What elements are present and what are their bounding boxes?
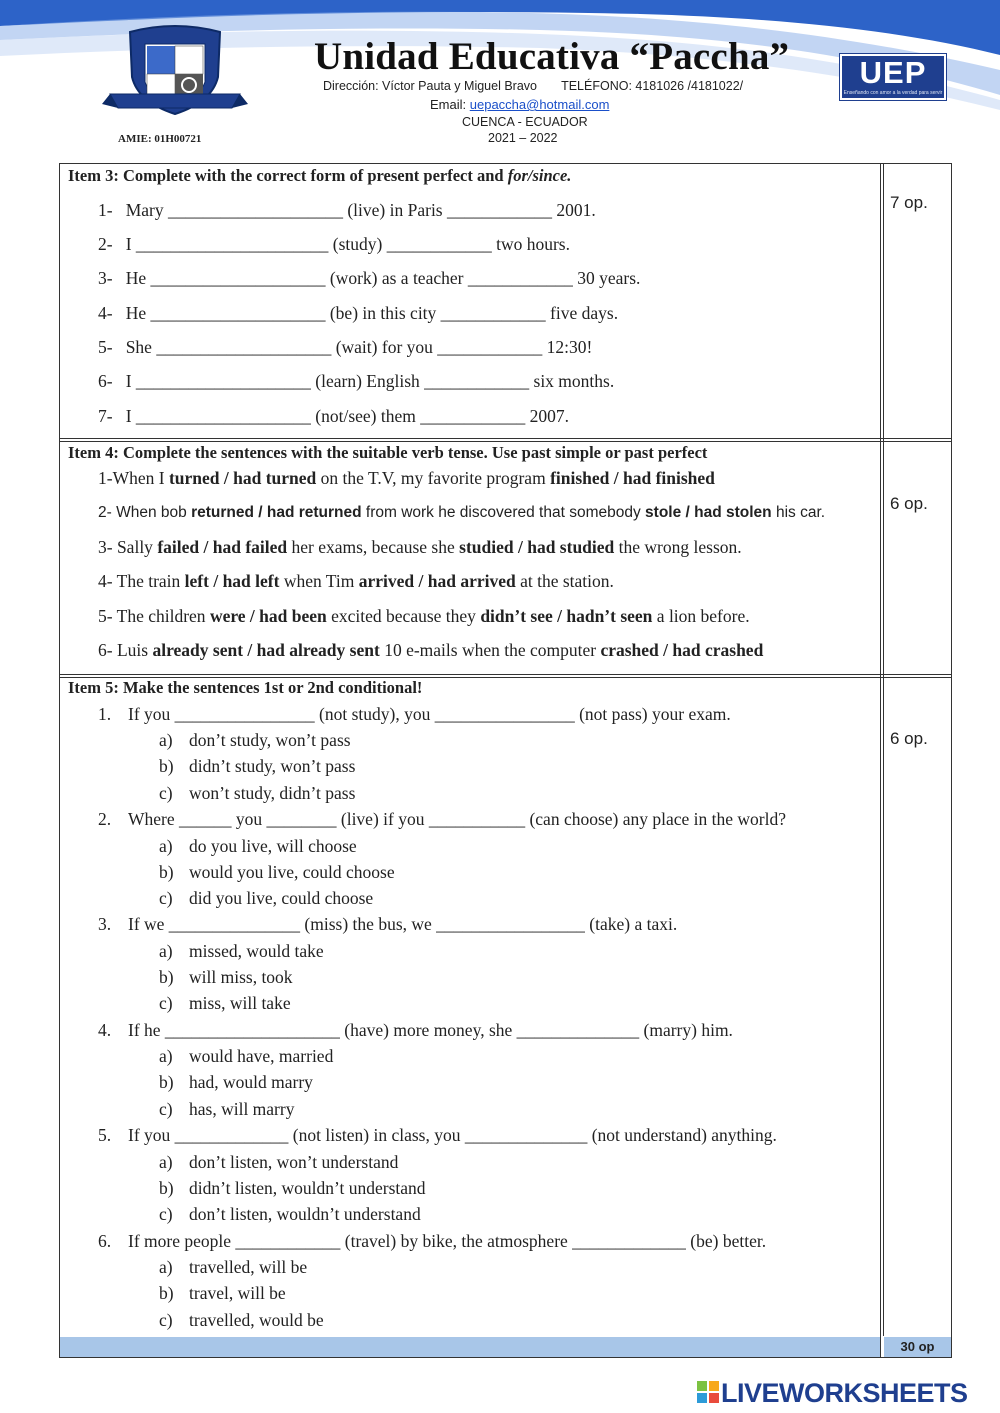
- option-text[interactable]: missed, would take: [189, 941, 324, 961]
- option-text[interactable]: travel, will be: [189, 1283, 286, 1303]
- item4-title: Item 4: Complete the sentences with the suitable verb tense. Use past simple or past perfect: [68, 443, 708, 462]
- item4-choice[interactable]: stole / had stolen: [645, 504, 772, 521]
- item4-text: 6- Luis: [98, 640, 153, 660]
- option-text[interactable]: travelled, would be: [189, 1310, 324, 1330]
- item3-title-italic: for/since.: [507, 166, 572, 185]
- item4-text: when Tim: [279, 571, 359, 591]
- question-text: If you _____________ (not listen) in class, you ______________ (not understand) anything.: [128, 1125, 777, 1145]
- item4-choice[interactable]: didn’t see / hadn’t seen: [480, 606, 653, 626]
- item4-text: 1-When I: [98, 468, 169, 488]
- footer-bar: [60, 1337, 880, 1357]
- school-crest-icon: [100, 22, 250, 122]
- item3-sentence: 7- I ____________________ (not/see) them ____________ 2007.: [98, 406, 569, 426]
- row-divider: [59, 674, 952, 675]
- option-text[interactable]: didn’t listen, wouldn’t understand: [189, 1178, 426, 1198]
- option-letter: b): [159, 1283, 174, 1303]
- option-text[interactable]: will miss, took: [189, 967, 293, 987]
- option-text[interactable]: don’t listen, wouldn’t understand: [189, 1204, 421, 1224]
- item4-choice[interactable]: arrived / had arrived: [358, 571, 516, 591]
- option-letter: c): [159, 888, 173, 908]
- item4-text: 10 e-mails when the computer: [379, 640, 601, 660]
- item4-text: a lion before.: [652, 606, 750, 626]
- row-divider: [59, 438, 952, 439]
- item4-choice[interactable]: turned / had turned: [168, 468, 317, 488]
- option-letter: c): [159, 1310, 173, 1330]
- question-number: 5.: [98, 1125, 112, 1145]
- option-text[interactable]: had, would marry: [189, 1072, 313, 1092]
- school-city: CUENCA - ECUADOR: [462, 115, 588, 129]
- item3-sentence: 4- He ____________________ (be) in this city ____________ five days.: [98, 303, 619, 323]
- option-letter: b): [159, 862, 174, 882]
- option-text[interactable]: would have, married: [189, 1046, 334, 1066]
- school-email: [430, 97, 609, 112]
- question-text: If we _______________ (miss) the bus, we _________________ (take) a taxi.: [128, 914, 678, 934]
- liveworksheets-text: LIVEWORKSHEETS: [721, 1378, 968, 1408]
- option-letter: a): [159, 1152, 173, 1172]
- item4-text: 3- Sally: [98, 537, 158, 557]
- item3-sentence: 5- She ____________________ (wait) for you ____________ 12:30!: [98, 337, 593, 357]
- question-number: 3.: [98, 914, 112, 934]
- item3-sentence: 6- I ____________________ (learn) English ____________ six months.: [98, 371, 615, 391]
- question-number: 1.: [98, 704, 112, 724]
- item4-sentence: [98, 468, 715, 489]
- item4-sentence: [98, 537, 742, 558]
- option-letter: a): [159, 730, 173, 750]
- email-label: Email:: [430, 97, 467, 112]
- item4-choice[interactable]: failed / had failed: [157, 537, 288, 557]
- item4-text: on the T.V, my favorite program: [316, 468, 551, 488]
- item4-text: 2- When bob: [98, 504, 192, 521]
- item4-choice[interactable]: crashed / had crashed: [600, 640, 764, 660]
- uep-logo: [840, 54, 946, 100]
- item4-choice[interactable]: already sent / had already sent: [152, 640, 380, 660]
- item3-title: [68, 166, 571, 186]
- row-divider: [59, 441, 952, 442]
- question-text: Where ______ you ________ (live) if you ___________ (can choose) any place in the world?: [128, 809, 787, 829]
- question-text: If more people ____________ (travel) by bike, the atmosphere _____________ (be) better.: [128, 1231, 767, 1251]
- option-text[interactable]: won’t study, didn’t pass: [189, 783, 356, 803]
- option-text[interactable]: do you live, will choose: [189, 836, 357, 856]
- item3-sentence: 3- He ____________________ (work) as a teacher ____________ 30 years.: [98, 268, 641, 288]
- item4-text: excited because they: [326, 606, 481, 626]
- item4-sentence: [98, 504, 825, 522]
- option-letter: c): [159, 993, 173, 1013]
- item4-choice[interactable]: returned / had returned: [191, 504, 362, 521]
- item4-text: 5- The children: [98, 606, 210, 626]
- liveworksheets-icon: [697, 1381, 719, 1403]
- email-link[interactable]: uepaccha@hotmail.com: [469, 97, 610, 112]
- question-text: If you ________________ (not study), you ________________ (not pass) your exam.: [128, 704, 731, 724]
- uep-logo-tagline: Enseñando con amor a la verdad para servir: [843, 90, 943, 96]
- item4-text: from work he discovered that somebody: [361, 504, 646, 521]
- liveworksheets-logo: [697, 1378, 997, 1408]
- item3-sentence: 1- Mary ____________________ (live) in Paris ____________ 2001.: [98, 200, 596, 220]
- phone-text: TELÉFONO: 4181026 /4181022/: [561, 79, 744, 93]
- item4-text: at the station.: [515, 571, 614, 591]
- item4-sentence: [98, 640, 763, 661]
- option-letter: c): [159, 1204, 173, 1224]
- item3-points: 7 op.: [890, 193, 928, 212]
- item5-points: 6 op.: [890, 729, 928, 748]
- points-column-divider-inner: [883, 163, 884, 1336]
- item4-choice[interactable]: were / had been: [209, 606, 327, 626]
- item3-sentence: 2- I ______________________ (study) ____________ two hours.: [98, 234, 570, 254]
- item4-sentence: [98, 571, 614, 592]
- option-letter: b): [159, 756, 174, 776]
- item4-text: the wrong lesson.: [614, 537, 742, 557]
- item4-choice[interactable]: left / had left: [184, 571, 280, 591]
- amie-code: AMIE: 01H00721: [118, 133, 202, 145]
- item4-text: 4- The train: [98, 571, 185, 591]
- school-address: [323, 79, 743, 93]
- item4-text: her exams, because she: [287, 537, 460, 557]
- address-text: Dirección: Víctor Pauta y Miguel Bravo: [323, 79, 537, 93]
- school-title: Unidad Educativa “Paccha”: [314, 35, 790, 78]
- total-points: 30 op: [900, 1339, 935, 1354]
- option-text[interactable]: has, will marry: [189, 1099, 295, 1119]
- school-year: 2021 – 2022: [488, 131, 558, 145]
- question-text: If he ____________________ (have) more money, she ______________ (marry) him.: [128, 1020, 733, 1040]
- option-letter: a): [159, 836, 173, 856]
- option-letter: a): [159, 1257, 173, 1277]
- option-letter: b): [159, 967, 174, 987]
- question-number: 6.: [98, 1231, 112, 1251]
- option-letter: c): [159, 783, 173, 803]
- option-letter: c): [159, 1099, 173, 1119]
- option-letter: b): [159, 1072, 174, 1092]
- item4-choice[interactable]: finished / had finished: [550, 468, 715, 488]
- item4-choice[interactable]: studied / had studied: [459, 537, 615, 557]
- question-number: 4.: [98, 1020, 112, 1040]
- item3-title-text: Item 3: Complete with the correct form of present perfect and: [68, 166, 504, 185]
- option-text[interactable]: did you live, could choose: [189, 888, 374, 908]
- option-text[interactable]: miss, will take: [189, 993, 291, 1013]
- item4-points: 6 op.: [890, 494, 928, 513]
- option-letter: a): [159, 1046, 173, 1066]
- item4-sentence: [98, 606, 750, 627]
- option-text[interactable]: don’t study, won’t pass: [189, 730, 351, 750]
- item4-text: his car.: [771, 504, 826, 521]
- question-number: 2.: [98, 809, 112, 829]
- points-column-divider: [880, 163, 881, 1358]
- option-letter: a): [159, 941, 173, 961]
- option-text[interactable]: would you live, could choose: [189, 862, 395, 882]
- uep-logo-text: UEP: [859, 55, 927, 90]
- item5-title: Item 5: Make the sentences 1st or 2nd conditional!: [68, 678, 423, 697]
- option-text[interactable]: travelled, will be: [189, 1257, 308, 1277]
- option-text[interactable]: didn’t study, won’t pass: [189, 756, 356, 776]
- option-letter: b): [159, 1178, 174, 1198]
- option-text[interactable]: don’t listen, won’t understand: [189, 1152, 399, 1172]
